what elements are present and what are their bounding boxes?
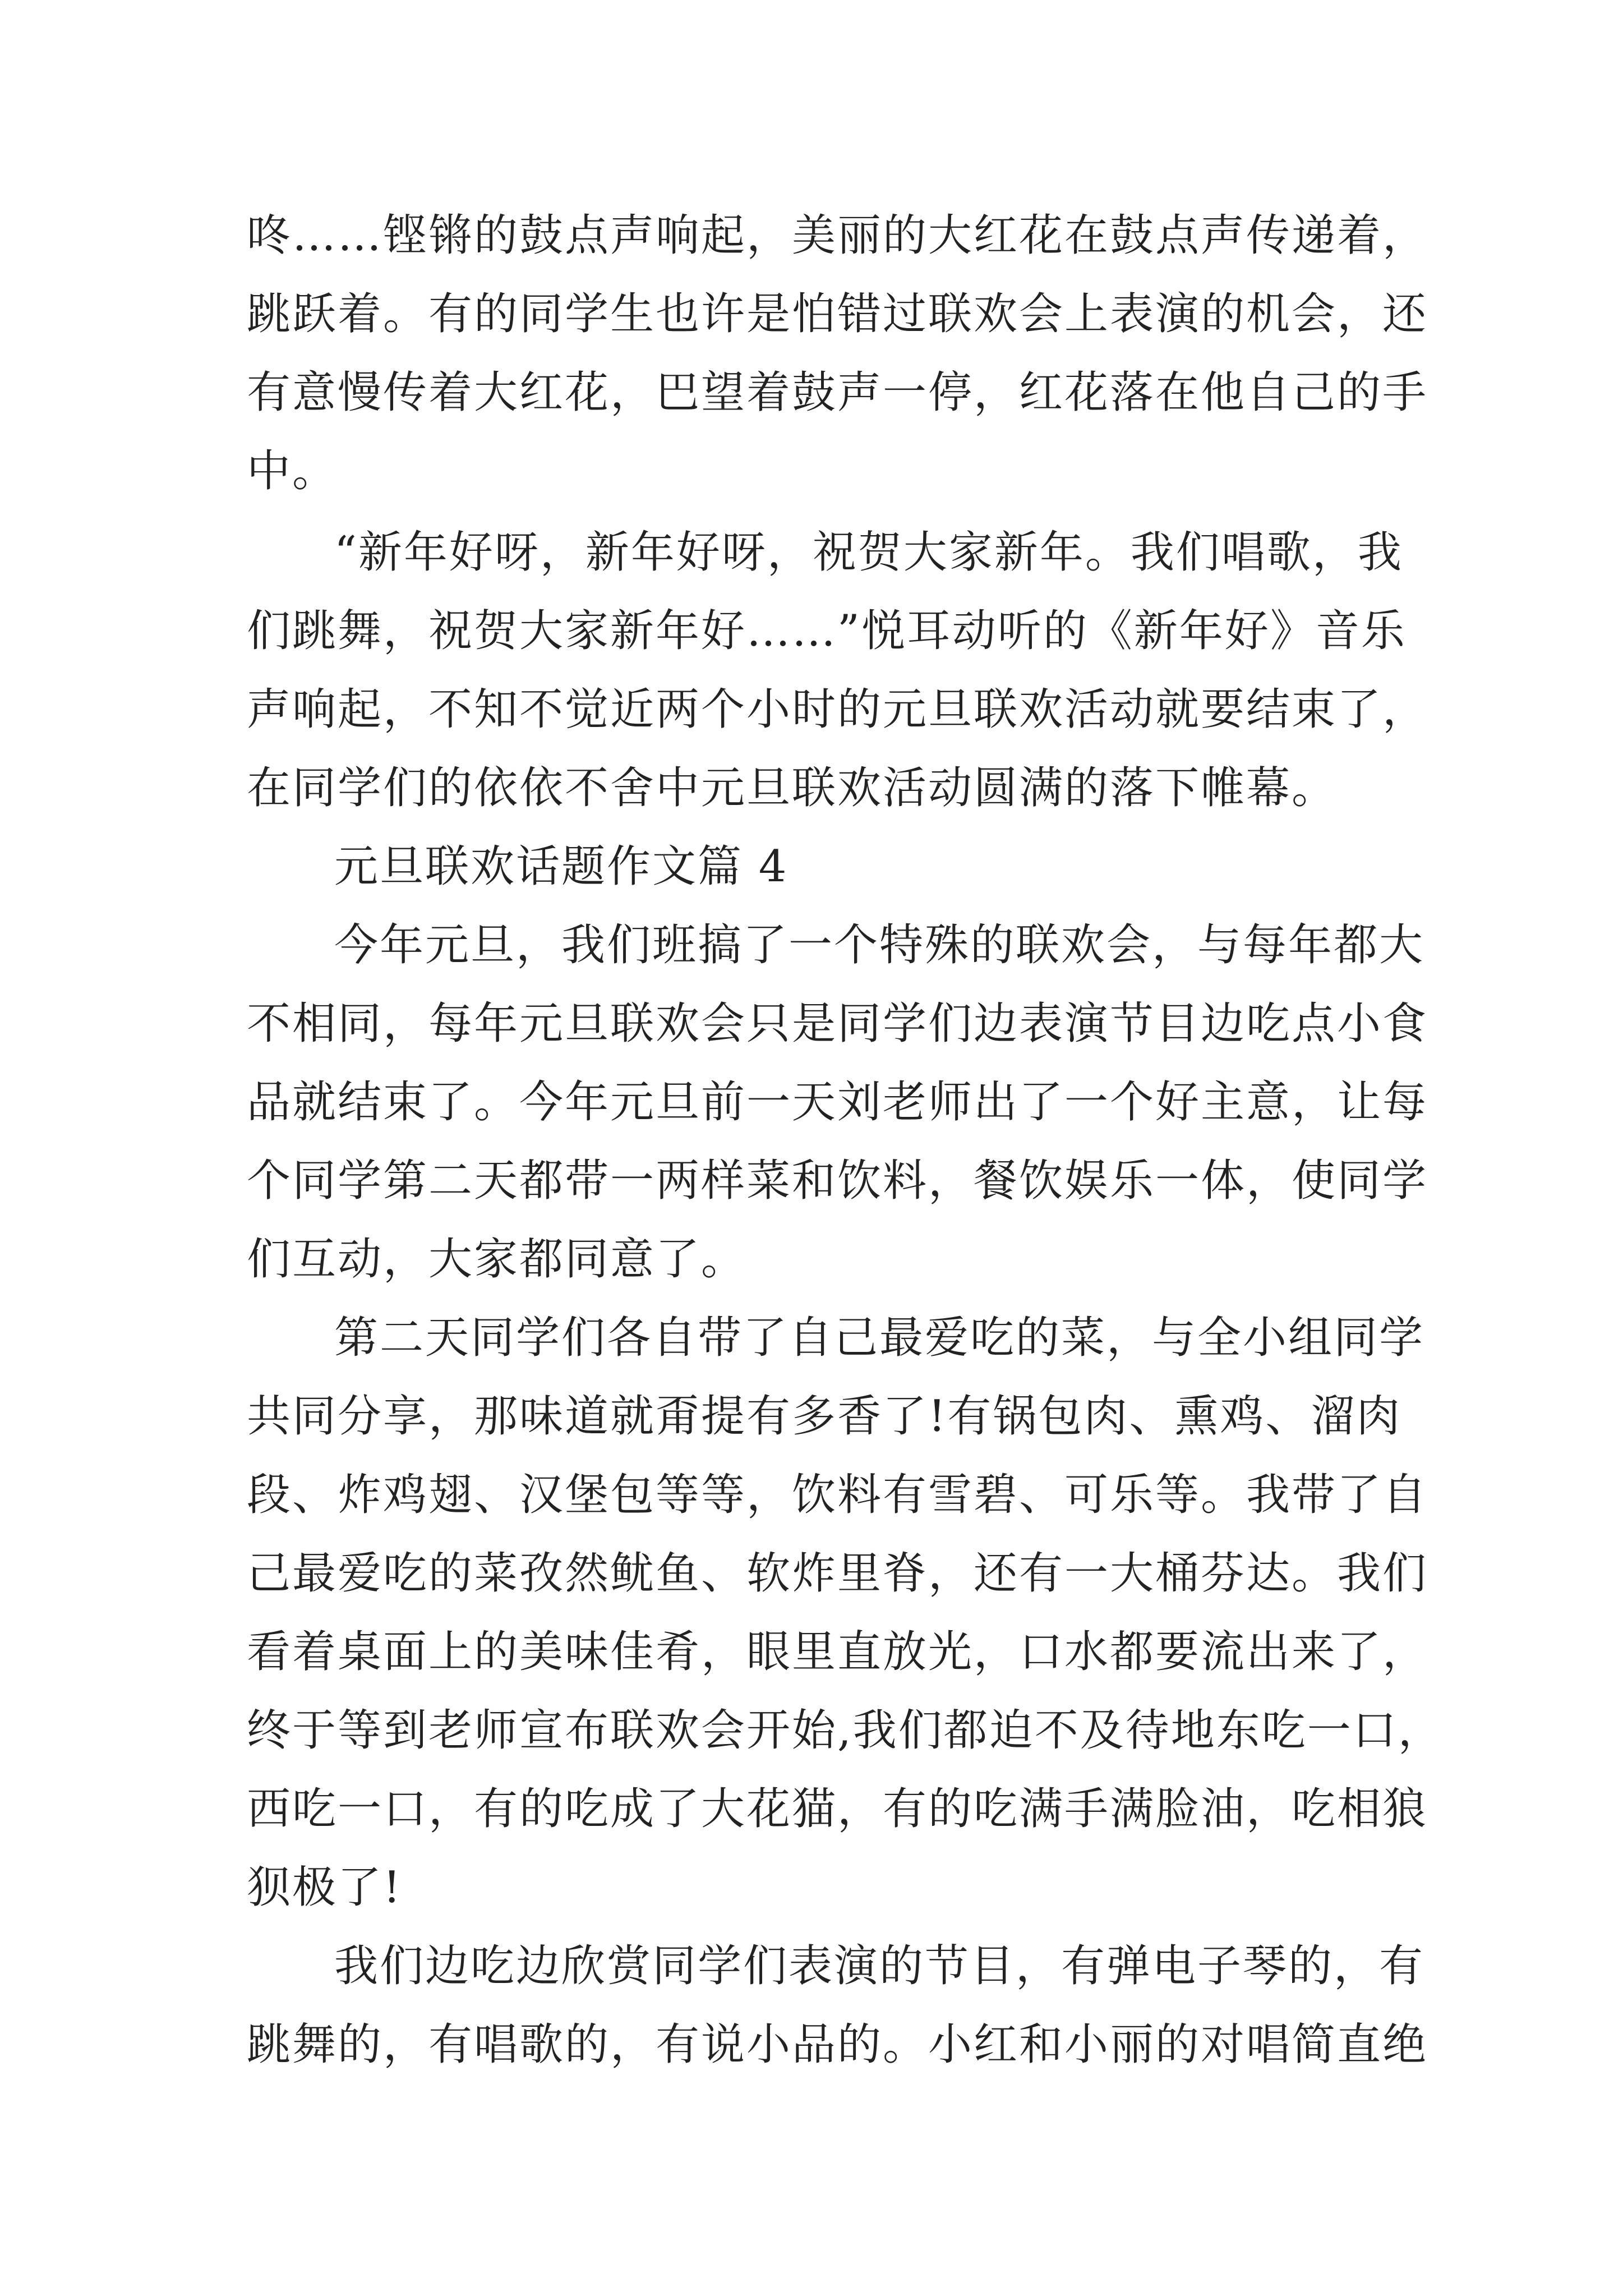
text-line: 声响起，不知不觉近两个小时的元旦联欢活动就要结束了， (247, 684, 1428, 735)
text-line: 品就结束了。今年元旦前一天刘老师出了一个好主意，让每 (247, 1077, 1428, 1128)
text-line: 跳舞的，有唱歌的，有说小品的。小红和小丽的对唱简直绝 (247, 2019, 1428, 2070)
text-line: 有意慢传着大红花，巴望着鼓声一停，红花落在他自己的手 (247, 367, 1428, 418)
text-line: 己最爱吃的菜孜然鱿鱼、软炸里脊，还有一大桶芬达。我们 (247, 1548, 1428, 1599)
section-heading: 元旦联欢话题作文篇 4 (334, 841, 789, 892)
text-line: 跳跃着。有的同学生也许是怕错过联欢会上表演的机会，还 (247, 289, 1428, 339)
text-line: 咚……铿锵的鼓点声响起，美丽的大红花在鼓点声传递着， (247, 210, 1428, 261)
text-line: 在同学们的依依不舍中元旦联欢活动圆满的落下帷幕。 (247, 763, 1338, 813)
text-line: 共同分享，那味道就甭提有多香了!有锅包肉、熏鸡、溜肉 (247, 1391, 1402, 1442)
text-line: 今年元旦，我们班搞了一个特殊的联欢会，与每年都大 (334, 920, 1425, 970)
text-line: 西吃一口，有的吃成了大花猫，有的吃满手满脸油，吃相狼 (247, 1784, 1428, 1834)
text-line: 我们边吃边欣赏同学们表演的节目，有弹电子琴的，有 (334, 1941, 1425, 1991)
text-line: 个同学第二天都带一两样菜和饮料，餐饮娱乐一体，使同学 (247, 1156, 1428, 1206)
text-line: 看着桌面上的美味佳肴，眼里直放光，口水都要流出来了， (247, 1627, 1428, 1677)
text-line: 不相同，每年元旦联欢会只是同学们边表演节目边吃点小食 (247, 999, 1428, 1049)
text-line: 们互动，大家都同意了。 (247, 1234, 747, 1285)
text-line: 终于等到老师宣布联欢会开始,我们都迫不及待地东吃一口， (247, 1705, 1444, 1756)
text-line: “新年好呀，新年好呀，祝贺大家新年。我们唱歌，我 (334, 527, 1403, 578)
text-line: 狈极了! (247, 1862, 403, 1913)
text-line: 第二天同学们各自带了自己最爱吃的菜，与全小组同学 (334, 1313, 1425, 1363)
text-line: 中。 (247, 446, 338, 496)
text-line: 段、炸鸡翅、汉堡包等等，饮料有雪碧、可乐等。我带了自 (247, 1470, 1428, 1520)
text-line: 们跳舞，祝贺大家新年好……”悦耳动听的《新年好》音乐 (247, 606, 1407, 656)
